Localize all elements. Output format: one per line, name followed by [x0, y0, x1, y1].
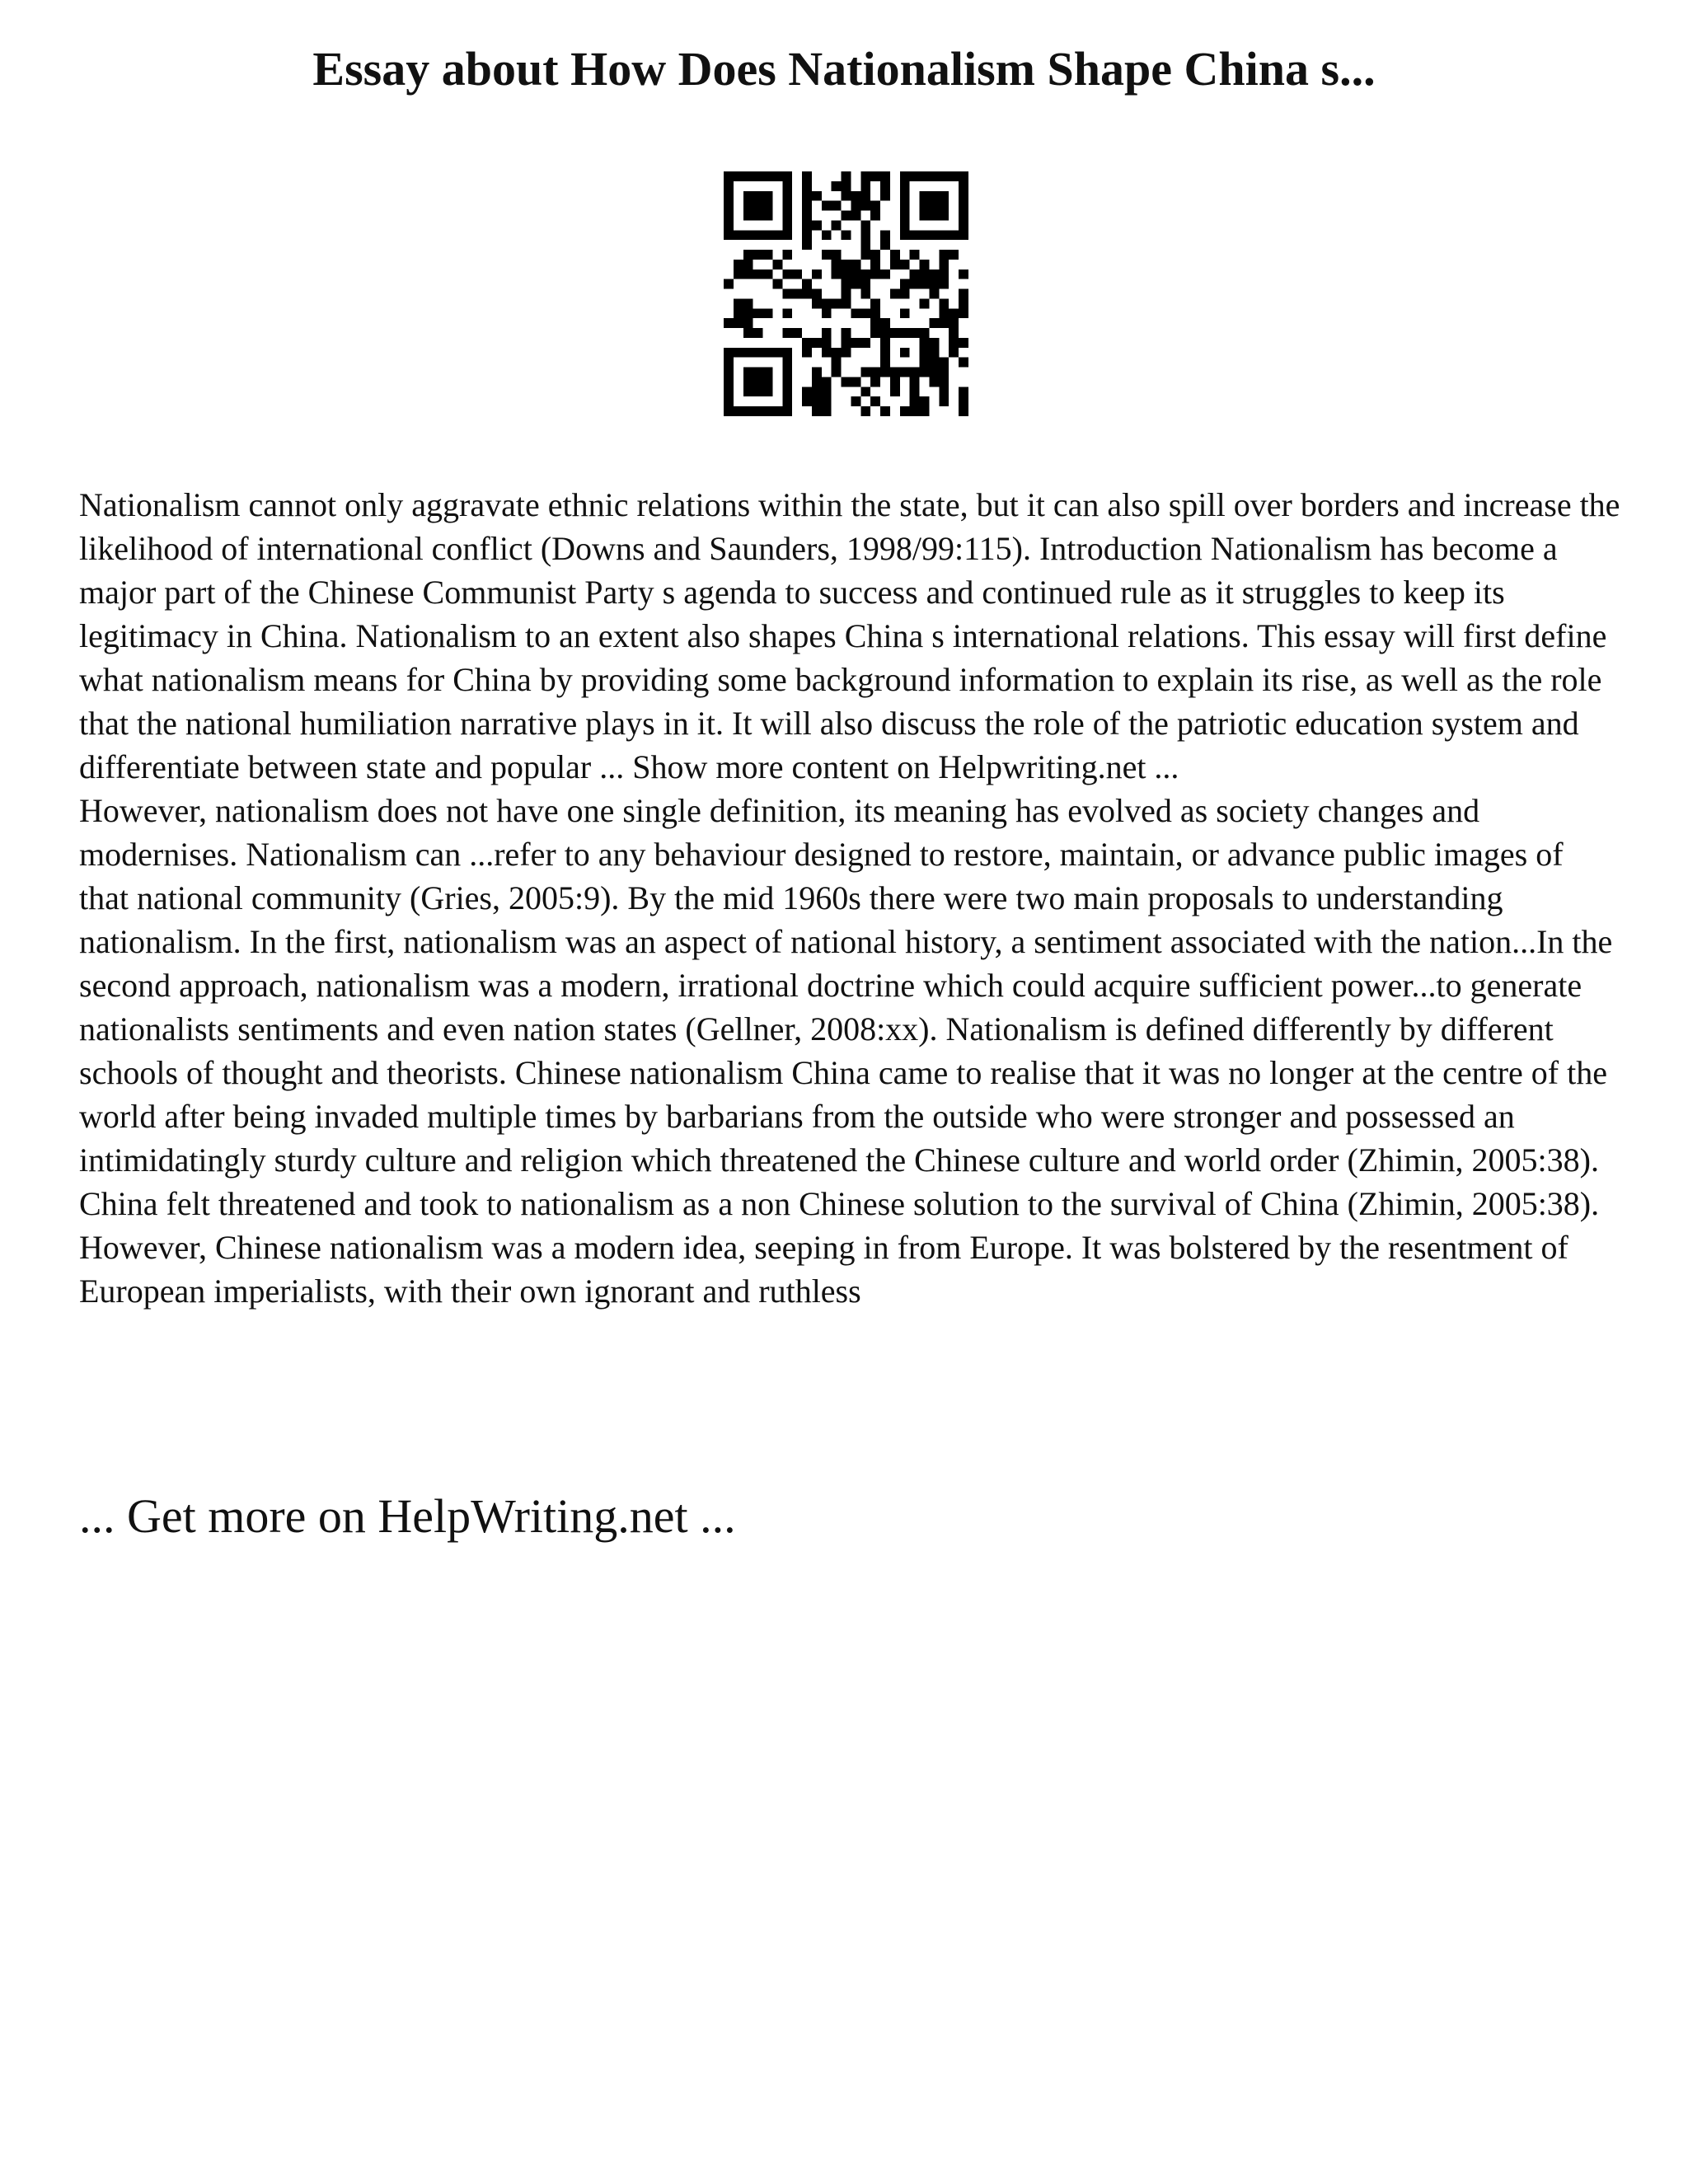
- get-more-link[interactable]: ... Get more on HelpWriting.net ...: [79, 1489, 736, 1543]
- page-title: Essay about How Does Nationalism Shape China s...: [312, 42, 1376, 96]
- essay-paragraph: However, nationalism does not have one single definition, its meaning has evolved as society changes and modernises. Nationalism can ...refer to any behaviour designed to restore, maintain, or advance public images of that national community (Gries, 2005:9). By the mid 1960s there were two main proposals to understanding nationalism. In the first, nationalism was an aspect of national history, a sentiment associated with the nation...In the second approach, nationalism was a modern, irrational doctrine which could acquire sufficient power...to generate nationalists sentiments and even nation states (Gellner, 2008:xx). Nationalism is defined differently by different schools of thought and theorists. Chinese nationalism China came to realise that it was no longer at the centre of the world after being invaded multiple times by barbarians from the outside who were stronger and possessed an intimidatingly sturdy culture and religion which threatened the Chinese culture and world order (Zhimin, 2005:38). China felt threatened and took to nationalism as a non Chinese solution to the survival of China (Zhimin, 2005:38). However, Chinese nationalism was a modern idea, seeping in from Europe. It was bolstered by the resentment of European imperialists, with their own ignorant and ruthless: [79, 792, 1613, 1310]
- qr-code-graphic: [724, 171, 968, 416]
- essay-body: [79, 483, 1620, 1313]
- qr-code-icon: [724, 171, 968, 416]
- essay-paragraph: Nationalism cannot only aggravate ethnic relations within the state, but it can also spill over borders and increase the likelihood of international conflict (Downs and Saunders, 1998/99:115). Introduction Nationalism has become a major part of the Chinese Communist Party s agenda to success and continued rule as it struggles to keep its legitimacy in China. Nationalism to an extent also shapes China s international relations. This essay will first define what nationalism means for China by providing some background information to explain its rise, as well as the role that the national humiliation narrative plays in it. It will also discuss the role of the patriotic education system and differentiate between state and popular ... Show more content on Helpwriting.net ...: [79, 486, 1620, 785]
